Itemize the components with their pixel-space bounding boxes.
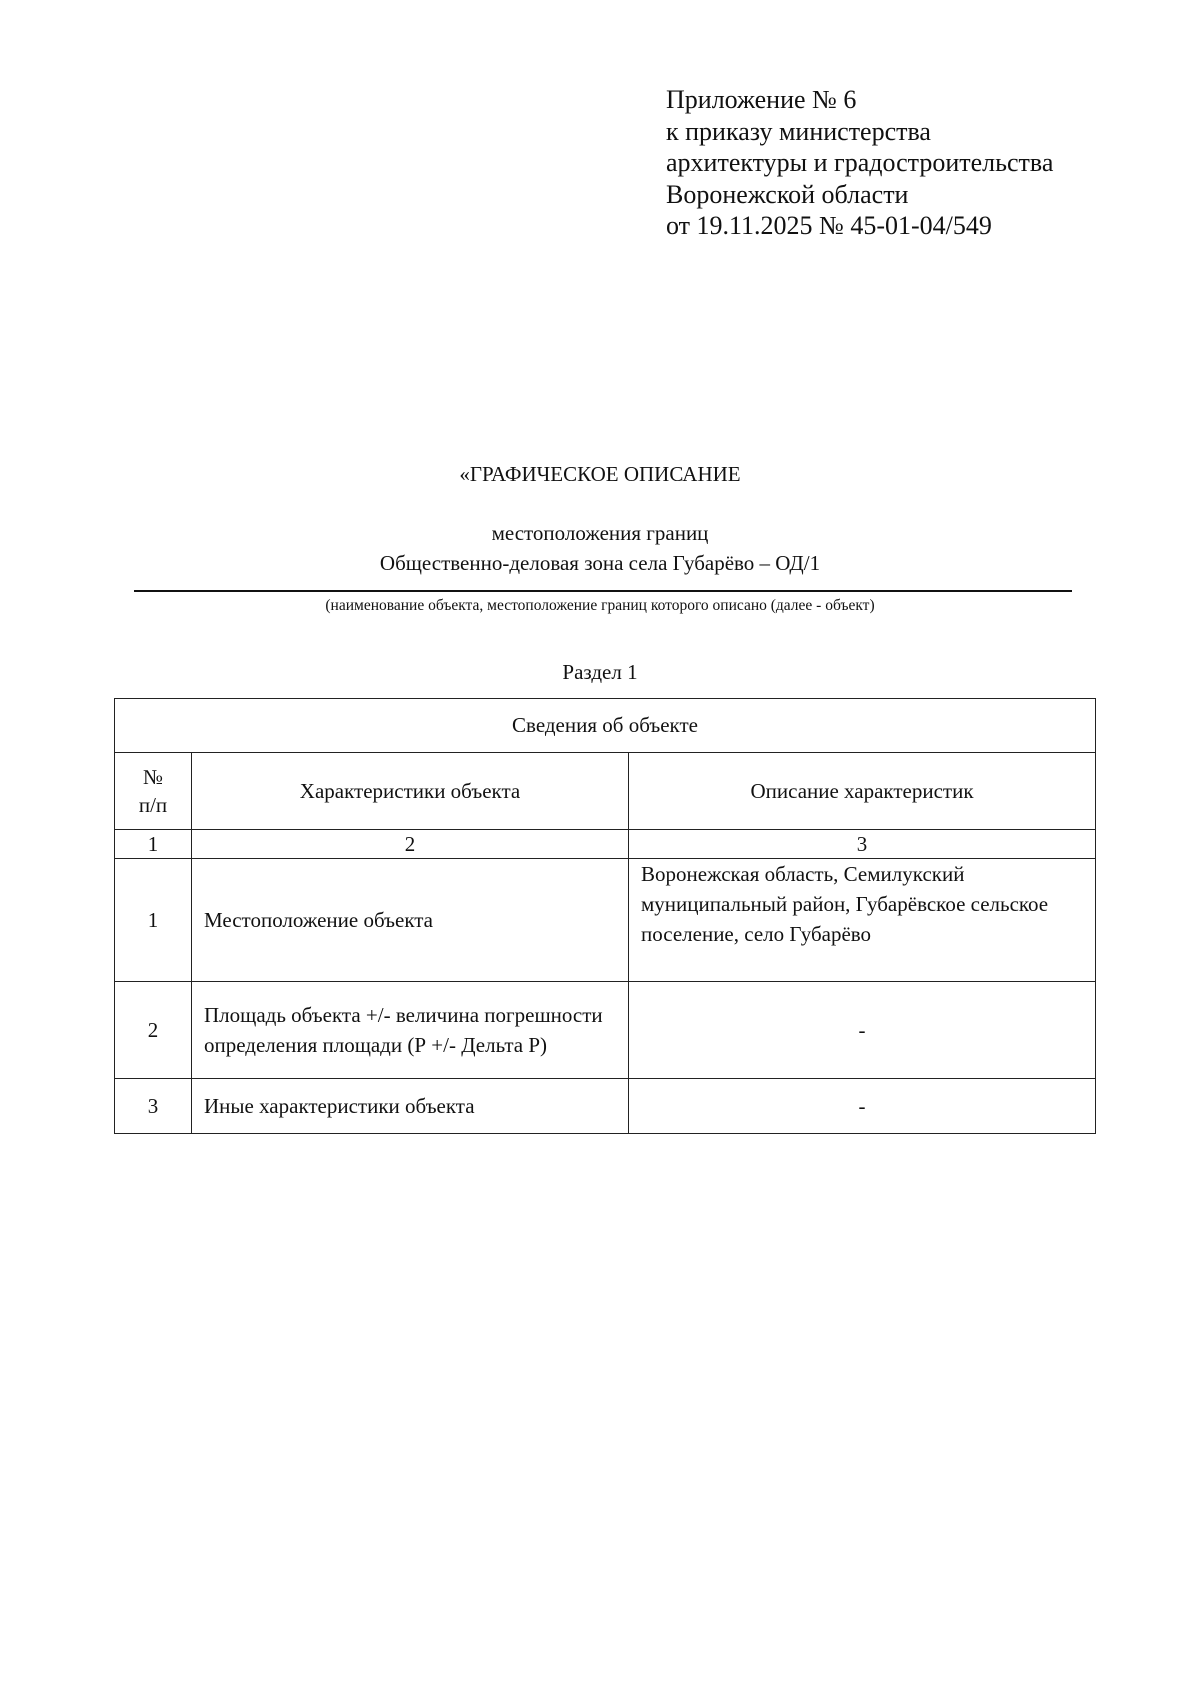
appendix-order-ref: к приказу министерства	[666, 116, 931, 146]
appendix-order-date: от 19.11.2025 № 45-01-04/549	[666, 211, 992, 240]
row-number: 3	[115, 1079, 192, 1134]
column-number-row	[115, 830, 1096, 859]
table-row	[115, 859, 1096, 982]
header-num-line-1: №	[142, 765, 164, 789]
object-name-underline	[134, 590, 1072, 592]
appendix-ministry: архитектуры и градостроительства	[666, 148, 1054, 177]
document-subtitle	[0, 518, 1200, 578]
table-title-row	[115, 699, 1096, 753]
object-name: Общественно-деловая зона села Губарёво – ОД/1	[379, 551, 821, 575]
column-number: 1	[115, 830, 192, 859]
section-label: Раздел 1	[562, 660, 638, 684]
column-number: 3	[629, 830, 1096, 859]
table-row	[115, 1079, 1096, 1134]
object-caption: (наименование объекта, местоположение границ которого описано (далее - объект)	[325, 597, 875, 614]
row-number: 1	[115, 859, 192, 982]
table-row	[115, 982, 1096, 1079]
row-description: -	[629, 982, 1096, 1079]
object-info-table	[114, 698, 1096, 1134]
row-description: -	[629, 1079, 1096, 1134]
header-description: Описание характеристик	[629, 753, 1096, 830]
appendix-region: Воронежской области	[666, 179, 909, 209]
document-title: «ГРАФИЧЕСКОЕ ОПИСАНИЕ	[459, 462, 741, 486]
appendix-number: Приложение № 6	[666, 85, 857, 114]
header-num-line-2: п/п	[138, 793, 168, 817]
row-characteristic: Местоположение объекта	[192, 859, 629, 982]
subtitle-line-1: местоположения границ	[491, 521, 709, 545]
header-num	[115, 753, 192, 830]
row-characteristic: Площадь объекта +/- величина погрешности определения площади (Р +/- Дельта Р)	[192, 982, 629, 1079]
appendix-header	[666, 84, 1053, 242]
row-description: Воронежская область, Семилукский муниципальный район, Губарёвское сельское поселение, село Губарёво	[629, 859, 1096, 982]
header-characteristic: Характеристики объекта	[192, 753, 629, 830]
table-title: Сведения об объекте	[115, 699, 1096, 753]
table-header-row	[115, 753, 1096, 830]
row-number: 2	[115, 982, 192, 1079]
column-number: 2	[192, 830, 629, 859]
row-characteristic: Иные характеристики объекта	[192, 1079, 629, 1134]
